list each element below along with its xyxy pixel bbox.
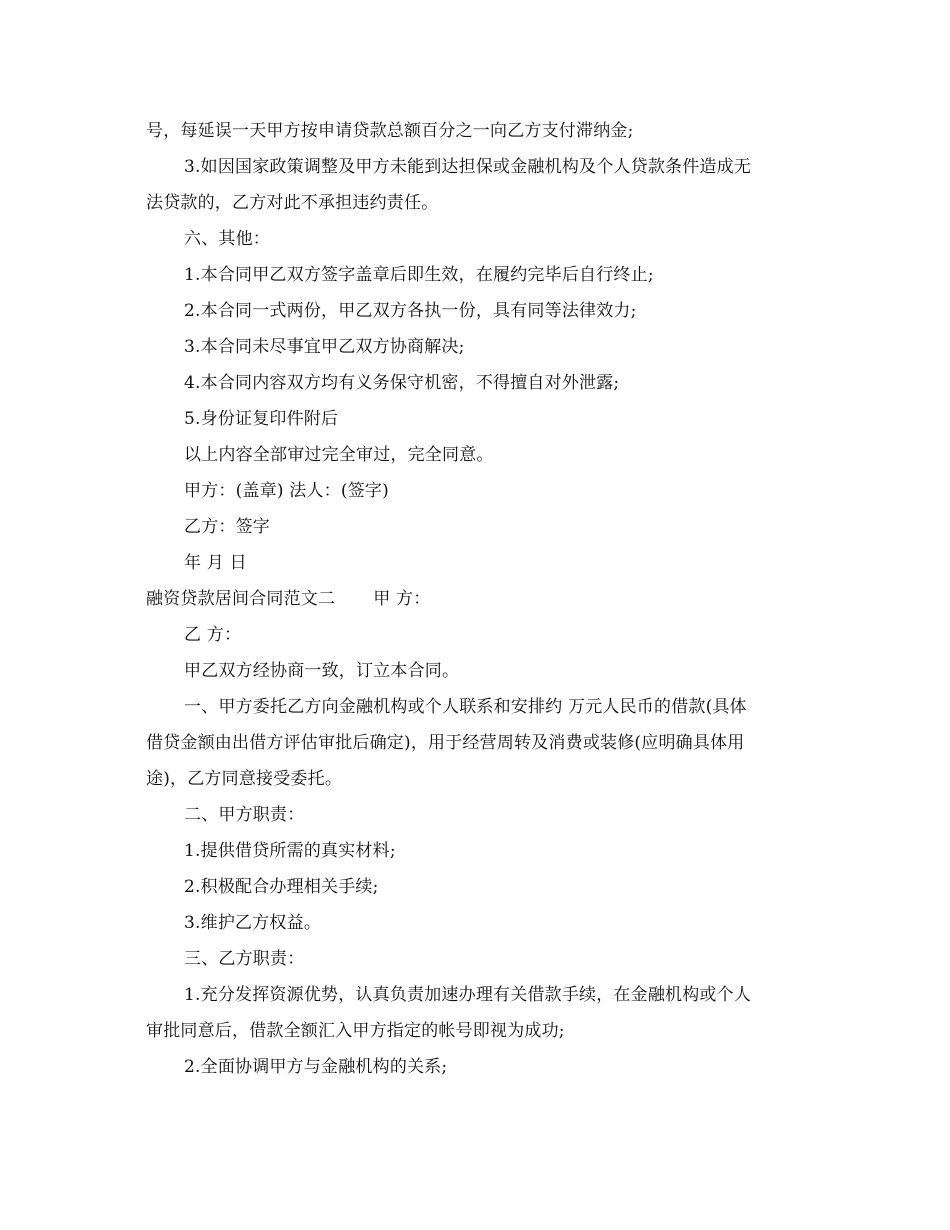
date-line: 年 月 日 bbox=[184, 553, 247, 573]
text-line: 2.本合同一式两份，甲乙双方各执一份，具有同等法律效力; bbox=[184, 301, 637, 321]
party-b-label: 乙 方： bbox=[184, 625, 242, 645]
text-line: 5.身份证复印件附后 bbox=[184, 409, 339, 429]
text-line: 途)，乙方同意接受委托。 bbox=[146, 769, 343, 789]
contract-title-line bbox=[146, 581, 806, 617]
section-heading: 六、其他： bbox=[184, 229, 270, 249]
text-line: 4.本合同内容双方均有义务保守机密，不得擅自对外泄露; bbox=[184, 373, 620, 393]
text-line: 借贷金额由出借方评估审批后确定)，用于经营周转及消费或装修(应明确具体用 bbox=[146, 733, 745, 753]
text-line: 法贷款的，乙方对此不承担违约责任。 bbox=[146, 193, 439, 213]
section-heading: 二、甲方职责： bbox=[184, 805, 305, 825]
text-line: 甲乙双方经协商一致，订立本合同。 bbox=[184, 661, 460, 681]
document-body bbox=[146, 113, 806, 1085]
signature-line-party-a: 甲方：(盖章) 法人：(签字) bbox=[184, 481, 389, 501]
text-line: 1.本合同甲乙双方签字盖章后即生效，在履约完毕后自行终止; bbox=[184, 265, 654, 285]
text-line: 1.充分发挥资源优势，认真负责加速办理有关借款手续，在金融机构或个人 bbox=[184, 985, 752, 1005]
text-line: 3.如因国家政策调整及甲方未能到达担保或金融机构及个人贷款条件造成无 bbox=[184, 157, 752, 177]
section-heading: 三、乙方职责： bbox=[184, 949, 305, 969]
text-line: 审批同意后，借款全额汇入甲方指定的帐号即视为成功; bbox=[146, 1021, 565, 1041]
party-a-label: 甲 方： bbox=[373, 589, 431, 609]
contract-title: 融资贷款居间合同范文二 bbox=[146, 589, 336, 609]
text-line: 1.提供借贷所需的真实材料; bbox=[184, 841, 396, 861]
text-line: 3.本合同未尽事宜甲乙双方协商解决; bbox=[184, 337, 465, 357]
text-line: 号，每延误一天甲方按申请贷款总额百分之一向乙方支付滞纳金; bbox=[146, 121, 634, 141]
signature-line-party-b: 乙方：签字 bbox=[184, 517, 270, 537]
text-line: 2.积极配合办理相关手续; bbox=[184, 877, 379, 897]
text-line: 2.全面协调甲方与金融机构的关系; bbox=[184, 1057, 448, 1077]
text-line: 一、甲方委托乙方向金融机构或个人联系和安排约 万元人民币的借款(具体 bbox=[184, 697, 747, 717]
text-line: 3.维护乙方权益。 bbox=[184, 913, 322, 933]
text-line: 以上内容全部审过完全审过，完全同意。 bbox=[184, 445, 494, 465]
